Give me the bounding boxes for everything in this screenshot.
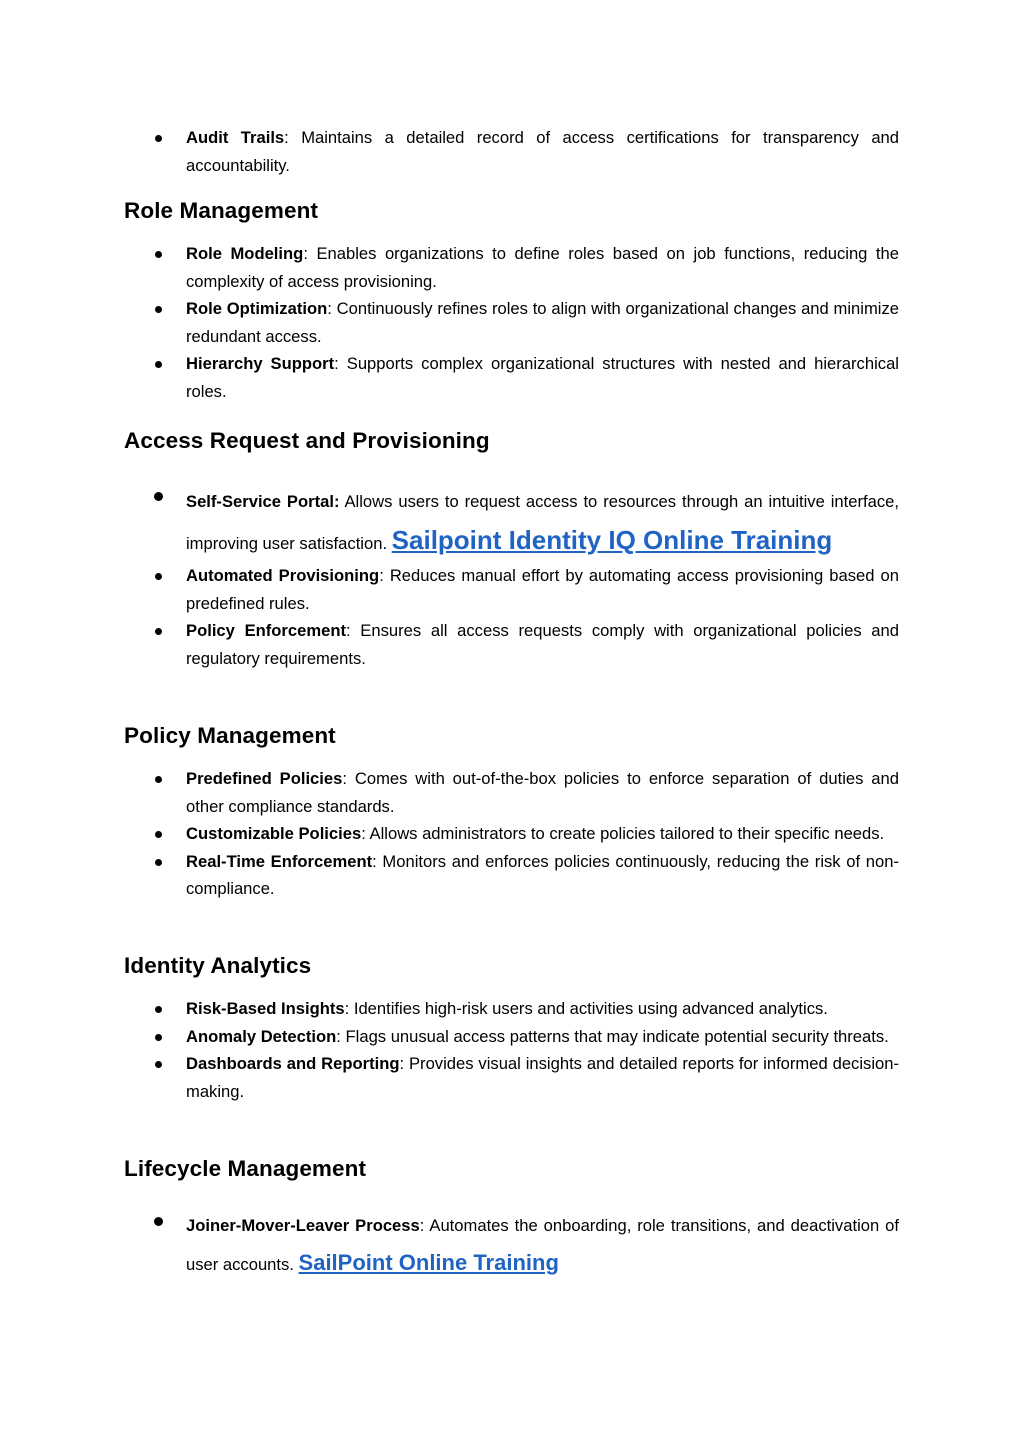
bullet-icon [155, 859, 162, 866]
list-item [124, 295, 899, 350]
bullet-icon [155, 306, 162, 313]
item-desc: : Provides visual insights and detailed reports for informed decision-making. [186, 1054, 899, 1101]
identity-analytics-section [124, 952, 899, 1105]
list-item [124, 995, 899, 1023]
item-desc: : Enables organizations to define roles based on job functions, reducing the complexity of access provisioning. [186, 244, 899, 291]
bullet-icon [154, 492, 163, 501]
list-item [124, 617, 899, 672]
list-item [124, 562, 899, 617]
item-term: Role Optimization [186, 299, 328, 318]
item-term: Customizable Policies [186, 824, 362, 843]
lifecycle-list [124, 1209, 899, 1283]
bullet-icon [155, 776, 162, 783]
list-item [124, 820, 899, 848]
item-term: Audit Trails [186, 128, 285, 147]
item-term: Hierarchy Support [186, 354, 335, 373]
list-item [124, 1209, 899, 1283]
list-item [124, 848, 899, 903]
analytics-list [124, 995, 899, 1105]
bullet-icon [155, 361, 162, 368]
list-item [124, 240, 899, 295]
list-item [124, 124, 899, 179]
item-desc: Allows users to request access to resources through an intuitive interface, improving user satisfaction. [186, 492, 899, 553]
training-link[interactable]: Sailpoint Identity IQ Online Training [391, 525, 833, 555]
bullet-icon [155, 1006, 162, 1013]
item-term: Role Modeling [186, 244, 304, 263]
section-heading: Lifecycle Management [124, 1156, 367, 1181]
list-item [124, 1023, 899, 1051]
policy-list [124, 765, 899, 903]
item-term: Real-Time Enforcement [186, 851, 373, 871]
audit-list [124, 124, 899, 179]
list-item [124, 1050, 899, 1105]
item-term: Joiner-Mover-Leaver Process [186, 1216, 420, 1235]
item-term: Self-Service Portal: [186, 492, 340, 511]
item-desc: : Allows administrators to create policies tailored to their specific needs. [361, 824, 885, 843]
item-desc: : Identifies high-risk users and activities using advanced analytics. [344, 999, 828, 1018]
item-desc: : Flags unusual access patterns that may indicate potential security threats. [336, 1026, 889, 1046]
item-desc: : Supports complex organizational structures with nested and hierarchical roles. [186, 354, 899, 401]
list-item [124, 484, 899, 562]
item-term: Risk-Based Insights [186, 999, 345, 1018]
item-desc: : Continuously refines roles to align with organizational changes and minimize redundant access. [186, 299, 900, 346]
lifecycle-management-section [124, 1155, 899, 1283]
section-heading: Identity Analytics [124, 953, 312, 978]
access-request-section [124, 427, 899, 672]
bullet-icon [154, 1217, 163, 1226]
bullet-icon [155, 628, 162, 635]
list-item [124, 765, 899, 820]
bullet-icon [155, 1061, 162, 1068]
section-heading: Role Management [124, 198, 319, 223]
role-management-section [124, 197, 899, 405]
item-term: Automated Provisioning [186, 566, 380, 585]
item-desc: : Ensures all access requests comply with organizational policies and regulatory requirements. [186, 621, 899, 668]
training-link[interactable]: SailPoint Online Training [298, 1250, 559, 1275]
item-desc: : Automates the onboarding, role transitions, and deactivation of user accounts. [186, 1216, 899, 1274]
bullet-icon [155, 251, 162, 258]
bullet-icon [155, 1034, 162, 1041]
bullet-icon [155, 135, 162, 142]
policy-management-section [124, 722, 899, 903]
item-term: Anomaly Detection [186, 1026, 337, 1046]
audit-list-section [124, 124, 899, 179]
item-desc: : Reduces manual effort by automating access provisioning based on predefined rules. [186, 566, 899, 613]
bullet-icon [155, 831, 162, 838]
item-desc: : Monitors and enforces policies continuously, reducing the risk of non-compliance. [186, 851, 900, 898]
item-desc: : Comes with out-of-the-box policies to enforce separation of duties and other compliance standards. [186, 769, 899, 816]
item-desc: : Maintains a detailed record of access certifications for transparency and accountability. [186, 128, 899, 175]
section-heading: Policy Management [124, 723, 336, 748]
bullet-icon [155, 573, 162, 580]
item-term: Policy Enforcement [186, 621, 346, 640]
section-heading: Access Request and Provisioning [124, 428, 490, 453]
list-item [124, 350, 899, 405]
item-term: Dashboards and Reporting [186, 1054, 400, 1073]
access-list [124, 484, 899, 672]
item-term: Predefined Policies [186, 769, 343, 788]
role-list [124, 240, 899, 405]
